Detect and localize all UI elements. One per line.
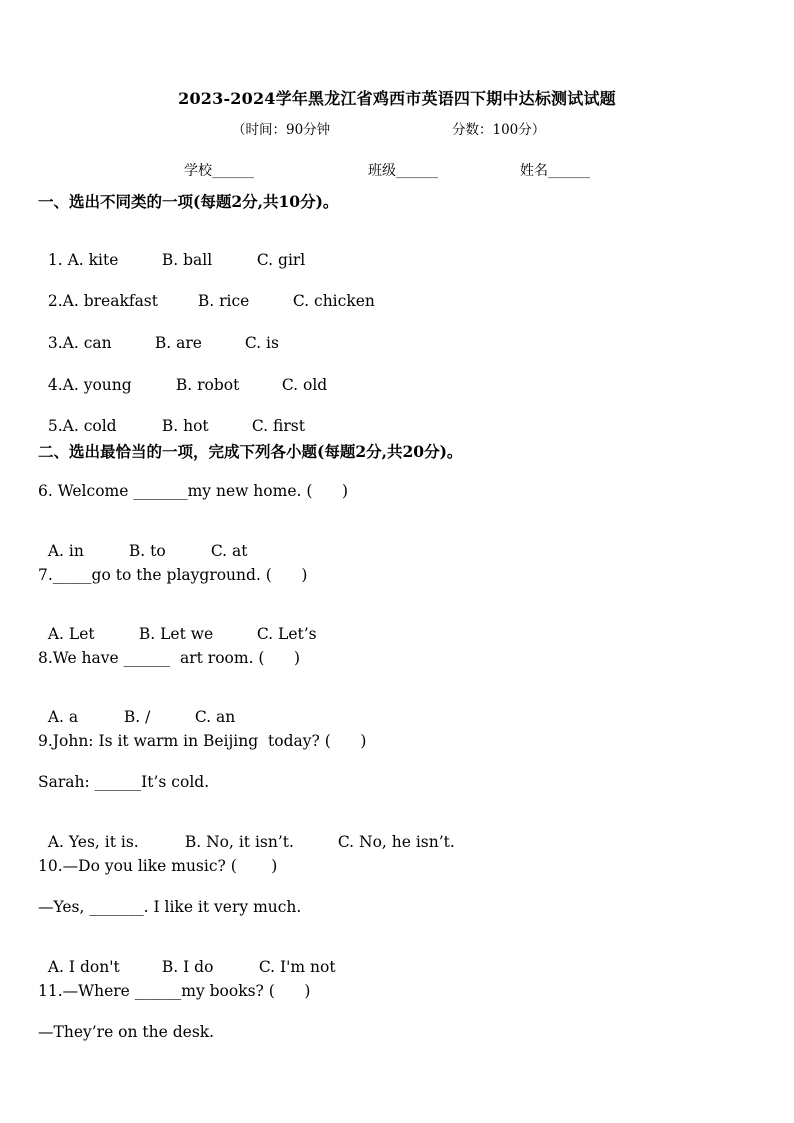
question-6-options bbox=[38, 524, 248, 560]
option-a: A. I don't bbox=[47, 958, 120, 976]
question-10-line2: —Yes, _______. I like it very much. bbox=[38, 898, 302, 916]
question-1 bbox=[38, 233, 305, 269]
class-field: 班级______ bbox=[368, 163, 438, 179]
question-7-stem: 7._____go to the playground. ( ) bbox=[38, 566, 308, 584]
option-a: A. in bbox=[47, 542, 84, 560]
question-7-options bbox=[38, 607, 317, 643]
option-c: C. I'm not bbox=[258, 958, 336, 976]
option-a: 4.A. young bbox=[47, 376, 132, 394]
option-b: B. are bbox=[154, 334, 202, 352]
question-3 bbox=[38, 316, 279, 352]
question-6-stem: 6. Welcome _______my new home. ( ) bbox=[38, 482, 348, 500]
exam-time: （时间：90分钟 bbox=[232, 122, 331, 138]
question-8-stem: 8.We have ______ art room. ( ) bbox=[38, 649, 301, 667]
option-b: B. to bbox=[128, 542, 166, 560]
option-a: A. Yes, it is. bbox=[47, 833, 139, 851]
part2-heading: 二、选出最恰当的一项，完成下列各小题(每题2分,共20分)。 bbox=[38, 442, 463, 461]
option-a: 3.A. can bbox=[47, 334, 112, 352]
option-a: A. a bbox=[47, 708, 79, 726]
option-b: B. rice bbox=[197, 292, 250, 310]
exam-score: 分数：100分） bbox=[452, 122, 546, 138]
option-c: C. an bbox=[194, 708, 236, 726]
question-11-stem: 11.—Where ______my books? ( ) bbox=[38, 982, 311, 1000]
option-c: C. chicken bbox=[292, 292, 375, 310]
option-c: C. No, he isn’t. bbox=[337, 833, 455, 851]
question-2 bbox=[38, 274, 375, 310]
option-a: A. Let bbox=[47, 625, 95, 643]
question-9-line2: Sarah: ______It’s cold. bbox=[38, 773, 210, 791]
option-a: 5.A. cold bbox=[47, 417, 117, 435]
name-field: 姓名______ bbox=[520, 163, 590, 179]
exam-title: 2023-2024学年黑龙江省鸡西市英语四下期中达标测试试题 bbox=[178, 89, 616, 108]
option-b: B. Let we bbox=[138, 625, 214, 643]
question-9-stem: 9.John: Is it warm in Beijing today? ( ) bbox=[38, 732, 367, 750]
question-5 bbox=[38, 399, 305, 435]
question-4 bbox=[38, 358, 327, 394]
option-b: B. hot bbox=[161, 417, 209, 435]
school-field: 学校______ bbox=[184, 163, 254, 179]
option-c: C. Let’s bbox=[256, 625, 317, 643]
option-c: C. at bbox=[210, 542, 248, 560]
option-a: 2.A. breakfast bbox=[47, 292, 158, 310]
option-b: B. No, it isn’t. bbox=[184, 833, 294, 851]
question-9-options bbox=[38, 815, 455, 851]
question-8-options bbox=[38, 690, 235, 726]
question-11-line2: —They’re on the desk. bbox=[38, 1023, 215, 1041]
question-10-stem: 10.—Do you like music? ( ) bbox=[38, 857, 278, 875]
option-b: B. ball bbox=[161, 251, 213, 269]
option-c: C. is bbox=[244, 334, 279, 352]
option-a: 1. A. kite bbox=[47, 251, 119, 269]
option-c: C. first bbox=[251, 417, 305, 435]
option-c: C. old bbox=[281, 376, 328, 394]
option-c: C. girl bbox=[256, 251, 306, 269]
option-b: B. / bbox=[123, 708, 151, 726]
option-b: B. I do bbox=[161, 958, 214, 976]
option-b: B. robot bbox=[175, 376, 240, 394]
part1-heading: 一、选出不同类的一项(每题2分,共10分)。 bbox=[38, 192, 339, 211]
question-10-options bbox=[38, 940, 336, 976]
